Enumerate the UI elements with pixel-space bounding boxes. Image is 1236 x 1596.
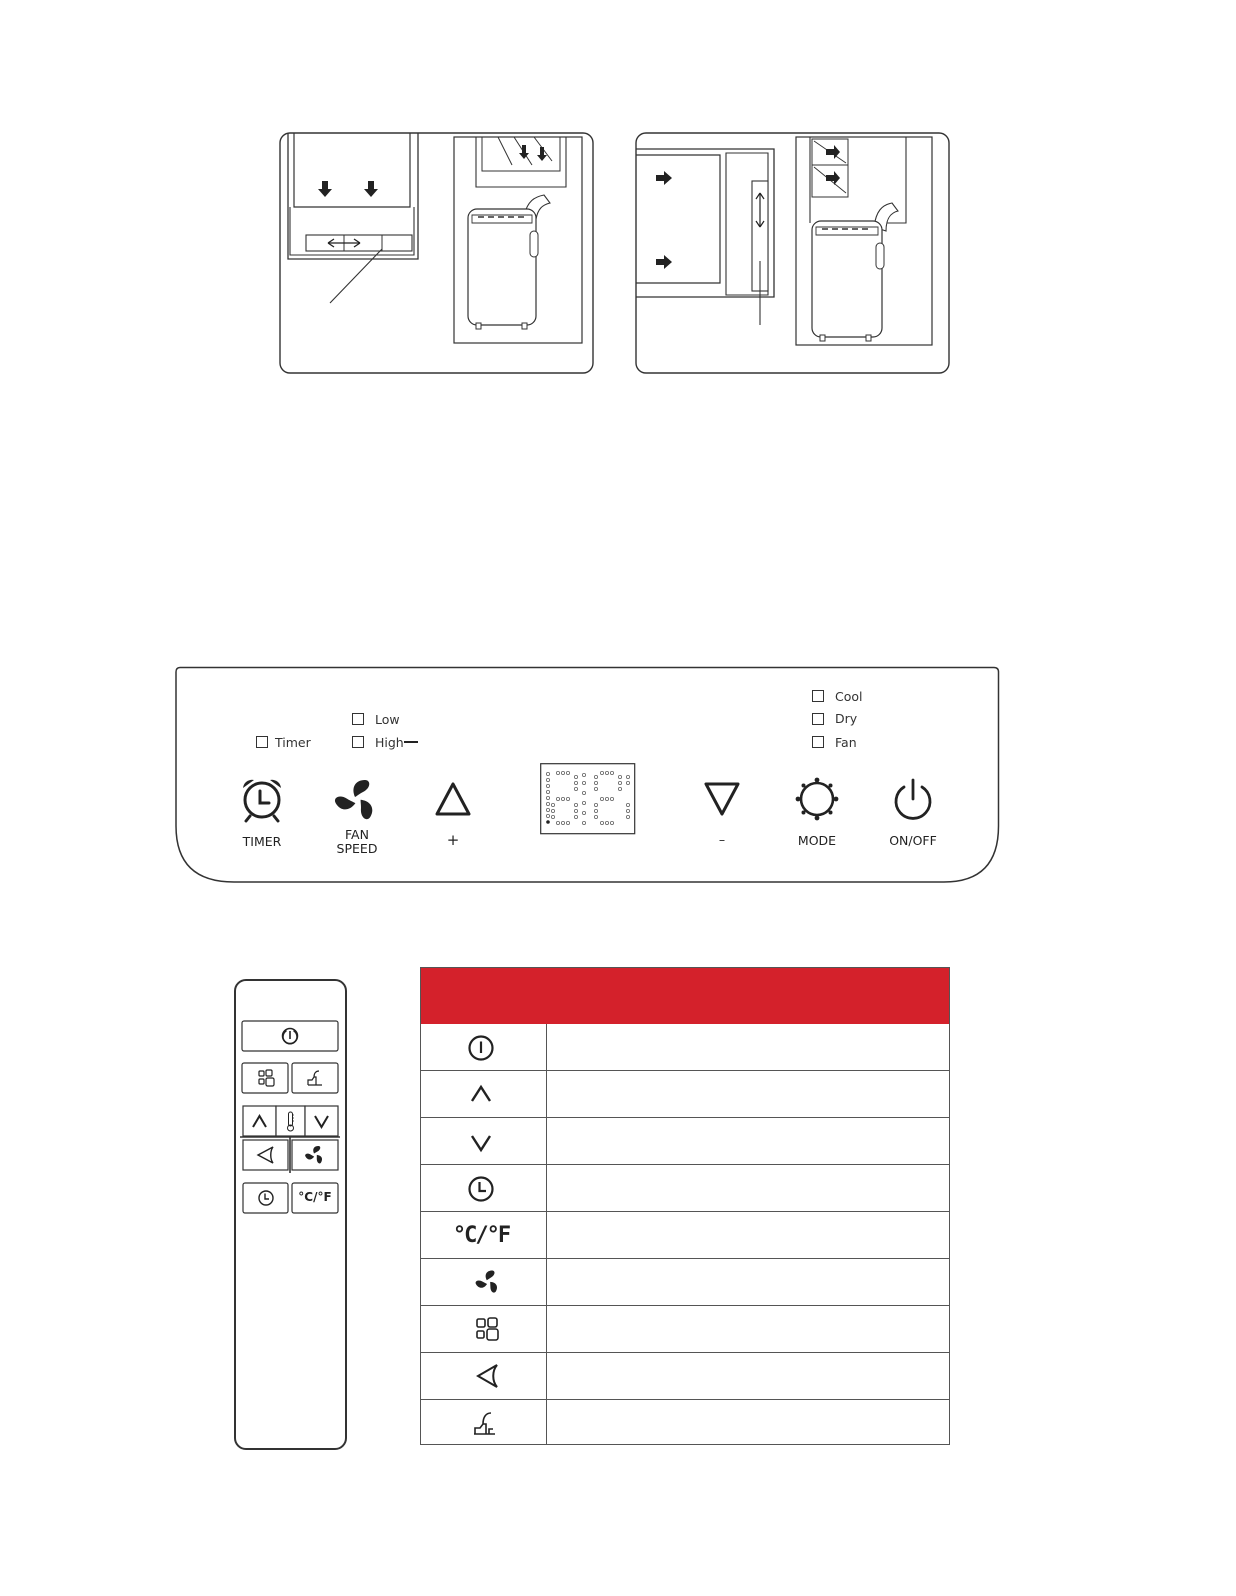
fan-indicator-box	[812, 736, 824, 748]
table-row	[421, 1306, 949, 1353]
chevron-up-icon	[469, 1083, 493, 1105]
onoff-button[interactable]	[877, 778, 949, 852]
table-row	[421, 1165, 949, 1212]
timer-button[interactable]	[232, 776, 292, 858]
timer-button-label: TIMER	[242, 834, 282, 849]
fan-speed-button[interactable]	[327, 778, 387, 858]
mode-dial-icon	[787, 776, 847, 822]
cool-indicator-label: Cool	[835, 689, 863, 704]
power-icon	[467, 1034, 495, 1062]
minus-button[interactable]	[692, 780, 752, 852]
table-row	[421, 1353, 949, 1400]
mode-button-label: MODE	[797, 833, 837, 848]
fan-icon	[473, 1268, 503, 1296]
cool-indicator-box	[812, 690, 824, 702]
plus-button[interactable]	[423, 780, 483, 852]
table-row	[421, 1071, 949, 1118]
celsius-fahrenheit-icon: °C/°F	[452, 1223, 510, 1248]
triangle-down-icon	[692, 780, 752, 820]
button-table-header	[421, 968, 949, 1024]
table-row	[421, 1400, 949, 1446]
high-indicator-box	[352, 736, 364, 748]
table-row	[421, 1212, 949, 1259]
button-table-body	[421, 1024, 949, 1446]
timer-indicator-label: Timer	[275, 735, 311, 750]
table-row	[421, 1259, 949, 1306]
button-table	[420, 967, 950, 1445]
fan-speed-label-line2: SPEED	[336, 841, 378, 856]
mode-button[interactable]	[787, 776, 847, 852]
low-indicator-label: Low	[375, 712, 400, 727]
fan-speed-label-line1: FAN	[345, 827, 369, 842]
alarm-clock-icon	[232, 776, 292, 826]
dry-indicator-label: Dry	[835, 711, 858, 726]
onoff-button-label: ON/OFF	[889, 833, 937, 848]
dry-indicator-box	[812, 713, 824, 725]
triangle-up-icon	[423, 780, 483, 820]
window-kit-illustration-right	[634, 131, 952, 377]
swing-icon	[473, 1362, 503, 1390]
table-row	[421, 1118, 949, 1165]
table-row	[421, 1024, 949, 1071]
low-indicator-box	[352, 713, 364, 725]
minus-button-label: –	[718, 832, 726, 847]
window-kit-illustration-left	[278, 131, 596, 377]
sleep-icon	[471, 1408, 501, 1438]
timer-indicator-box	[256, 736, 268, 748]
fan-indicator-label: Fan	[835, 735, 857, 750]
high-indicator-dash	[404, 741, 418, 743]
clock-icon	[467, 1175, 495, 1203]
remote-buttons	[240, 1019, 342, 1219]
fan-icon	[327, 778, 387, 822]
plus-button-label: +	[446, 831, 460, 849]
led-display	[540, 763, 636, 835]
power-icon	[877, 778, 949, 822]
high-indicator-label: High	[375, 735, 404, 750]
mode-icon	[473, 1316, 503, 1344]
chevron-down-icon	[469, 1132, 493, 1154]
remote-unit-toggle-label[interactable]: °C/°F	[298, 1190, 332, 1204]
